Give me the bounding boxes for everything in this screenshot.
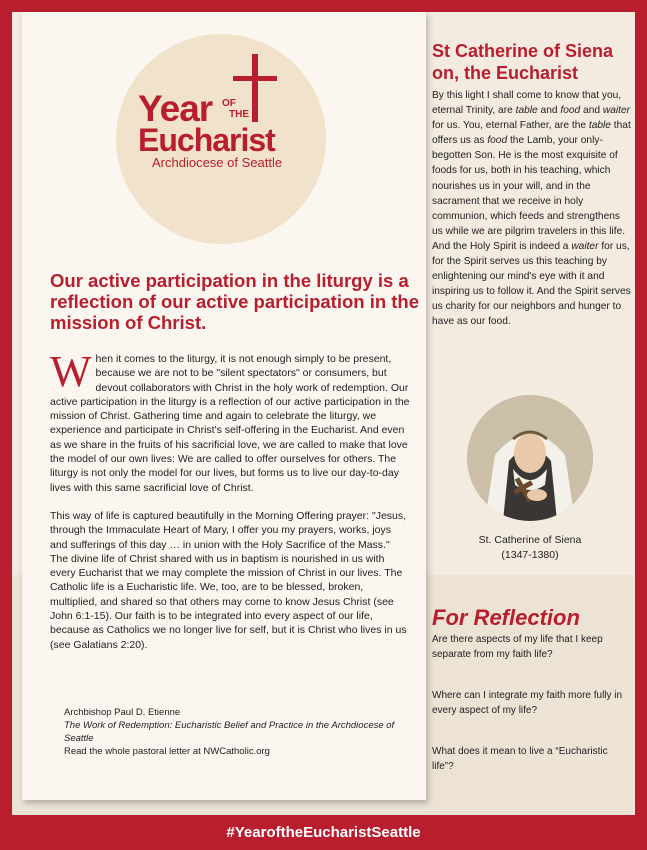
article-signature xyxy=(64,706,404,758)
article-body xyxy=(50,347,410,666)
sidebar-title: St Catherine of Siena on, the Eucharist xyxy=(432,41,614,83)
quote-emphasis: waiter xyxy=(571,240,599,252)
quote-text: for us. You, eternal Father, are the xyxy=(432,120,589,132)
article-paragraph-2: This way of life is captured beautifully in the Morning Offering prayer: "Jesus, through the Immaculate Heart of Mary, I offer you my prayers, works, joys and sufferings of this day … in union with the Holy Sacrifice of the Mass." The divine life of Christ shared with us in baptism is nourished in us with every Eucharist that we may complete the mission of Christ in our lives. The Catholic life is a Eucharistic life. We, too, are to be blessed, broken, multiplied, and shared so that others may come to know Jesus Christ (see John 6:1-15). Our faith is to be integrated into every aspect of our life, because as Catholics we no longer live for self, but it is Christ who lives in us (see Galatians 2:20). xyxy=(50,509,407,651)
saint-portrait xyxy=(467,395,593,521)
portrait-caption xyxy=(450,533,610,563)
work-title: The Work of Redemption: Eucharistic Belief and Practice in the Archdiocese of Seattle xyxy=(64,720,395,744)
quote-text: that offers us as xyxy=(432,120,631,147)
portrait-icon xyxy=(467,395,593,521)
quote-emphasis: table xyxy=(588,120,611,132)
quote-text: for us, for the Spirit serves us this teaching by enlightening our mind's eye with it and inspiring us to follow it. And the Spirit serves us charity for our neighbors and hunger to have as our food. xyxy=(432,240,631,328)
article-paragraph-1 xyxy=(50,347,410,495)
quote-text: By this light I shall come to know that you, eternal Trinity, are xyxy=(432,90,622,117)
cross-icon-bar xyxy=(233,76,277,81)
saint-quote xyxy=(432,88,632,330)
logo-archdiocese: Archdiocese of Seattle xyxy=(152,155,283,170)
portrait-caption-dates: (1347-1380) xyxy=(501,549,559,561)
quote-text: and xyxy=(537,105,561,117)
logo-year: Year xyxy=(138,88,213,129)
reflection-title: For Reflection xyxy=(432,605,580,630)
logo-of: OF xyxy=(222,98,236,109)
quote-text: and xyxy=(580,105,603,117)
footer-hashtag: #YearoftheEucharistSeattle xyxy=(226,824,421,841)
reflection-question: What does it mean to live a “Eucharistic life”? xyxy=(432,746,608,772)
drop-cap: W xyxy=(50,347,92,396)
reflection-question: Where can I integrate my faith more fully in every aspect of my life? xyxy=(432,690,623,716)
portrait-caption-name: St. Catherine of Siena xyxy=(478,534,582,546)
quote-emphasis: food xyxy=(560,105,581,117)
quote-emphasis: waiter xyxy=(602,105,631,117)
logo-the: THE xyxy=(229,109,249,120)
read-more-link: Read the whole pastoral letter at NWCatholic.org xyxy=(64,746,270,757)
article-card xyxy=(22,12,426,800)
author-name: Archbishop Paul D. Etienne xyxy=(64,707,181,718)
quote-emphasis: table xyxy=(515,105,538,117)
logo-eucharist: Eucharist xyxy=(138,122,275,158)
quote-emphasis: food xyxy=(487,135,508,147)
quote-text: the Lamb, your only-begotten Son. He is the most exquisite of foods for us, both in his teaching, which nourishes us in your will, and in the sacrament that we receive in holy communion, which feeds and strengthens us while we are pilgrim travelers in this life. And the Holy Spirit is indeed a xyxy=(432,135,626,252)
article-headline: Our active participation in the liturgy is a reflection of our active participation in the mission of Christ. xyxy=(50,270,420,333)
paragraph-1-text: hen it comes to the liturgy, it is not enough simply to be present, because we are not to be "silent spectators" or consumers, but devout collaborators with Christ in the holy work of redemption. Our active participation in the liturgy is a reflection of our active participation in the mission of Christ. Gathering time and again to celebrate the liturgy, we experience and participate in Christ's self-offering in the Eucharist. And even as we share in the fruits of his sacrificial love, we are called to make that love the model of our own lives: We are called to offer ourselves for others. The liturgy is not only the model for our lives, but forms us to live our day-to-day lives with this same sacrificial love of Christ. xyxy=(50,353,410,494)
reflection-question: Are there aspects of my life that I keep separate from my faith life? xyxy=(432,634,603,660)
cross-icon xyxy=(252,54,258,122)
